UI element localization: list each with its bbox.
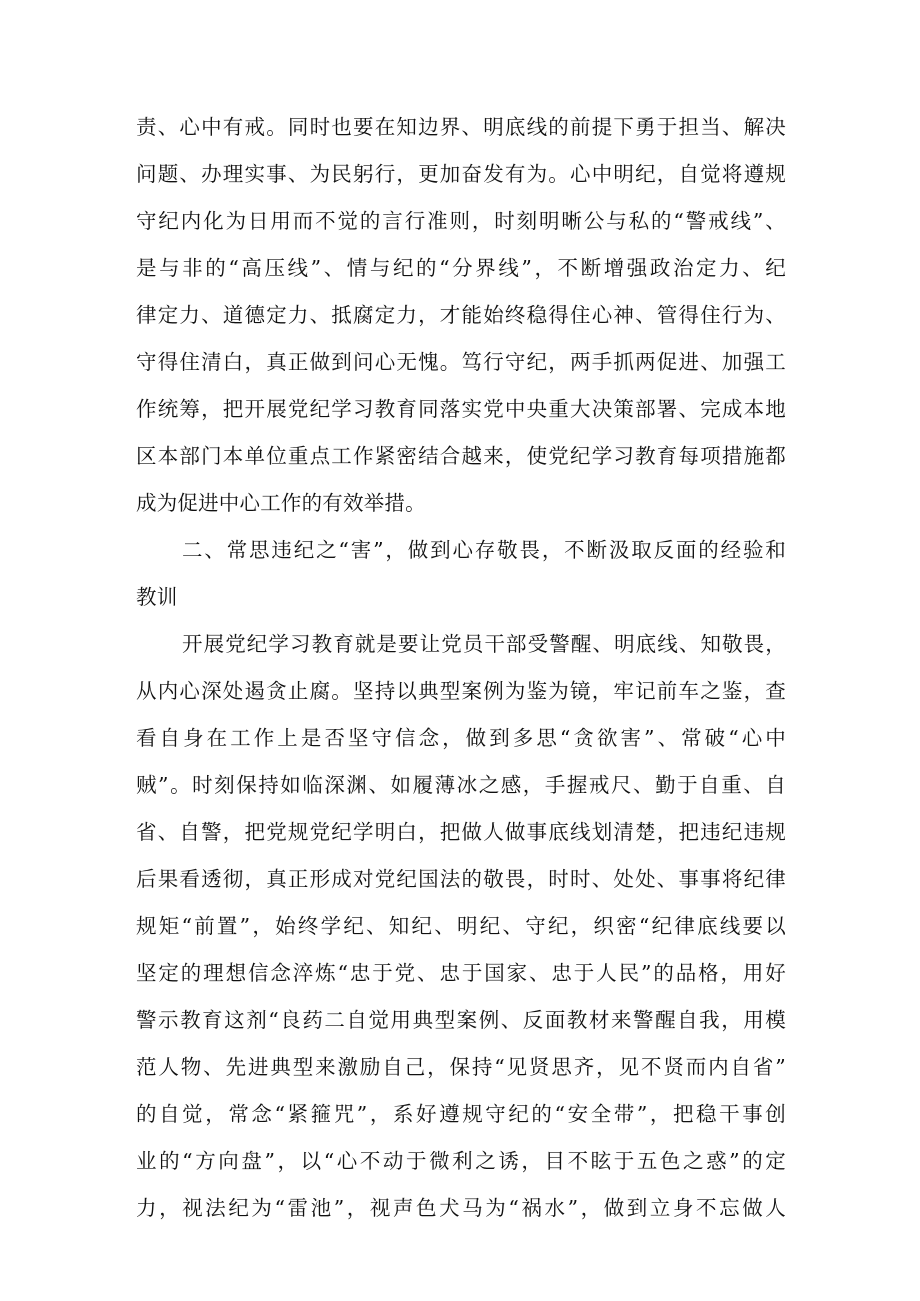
body-text-line: 看自身在工作上是否坚守信念，做到多思“贪欲害”、常破“心中 [136,726,786,750]
body-text-line: 后果看透彻，真正形成对党纪国法的敬畏，时时、处处、事事将纪律 [136,867,786,891]
body-text-line: 责、心中有戒。同时也要在知边界、明底线的前提下勇于担当、解决 [136,115,786,139]
body-text-line: 从内心深处遏贪止腐。坚持以典型案例为鉴为镜，牢记前车之鉴，查 [136,679,786,703]
body-text-line: 规矩“前置”，始终学纪、知纪、明纪、守纪，织密“纪律底线要以 [136,914,786,938]
section-heading-line: 二、常思违纪之“害”，做到心存敬畏，不断汲取反面的经验和 [182,538,786,562]
body-text-line: 开展党纪学习教育就是要让党员干部受警醒、明底线、知敬畏， [182,632,786,656]
body-text-line: 坚定的理想信念淬炼“忠于党、忠于国家、忠于人民”的品格，用好 [136,961,786,985]
body-text-line: 是与非的“高压线”、情与纪的“分界线”，不断增强政治定力、纪 [136,256,786,280]
section-heading-line: 教训 [136,585,178,609]
body-text-line: 问题、办理实事、为民躬行，更加奋发有为。心中明纪，自觉将遵规 [136,162,786,186]
body-text-line: 守纪内化为日用而不觉的言行准则，时刻明晰公与私的“警戒线”、 [136,209,786,233]
body-text-line: 成为促进中心工作的有效举措。 [136,491,426,515]
body-text-line: 守得住清白，真正做到问心无愧。笃行守纪，两手抓两促进、加强工 [136,350,786,374]
body-text-line: 的自觉，常念“紧箍咒”，系好遵规守纪的“安全带”，把稳干事创 [136,1102,786,1126]
body-text-line: 律定力、道德定力、抵腐定力，才能始终稳得住心神、管得住行为、 [136,303,786,327]
body-text-line: 作统筹，把开展党纪学习教育同落实党中央重大决策部署、完成本地 [136,397,786,421]
body-text-line: 区本部门本单位重点工作紧密结合越来，使党纪学习教育每项措施都 [136,444,786,468]
body-text-line: 贼”。时刻保持如临深渊、如履薄冰之感，手握戒尺、勤于自重、自 [136,773,786,797]
body-text-line: 力，视法纪为“雷池”，视声色犬马为“祸水”，做到立身不忘做人 [136,1196,786,1220]
body-text-line: 警示教育这剂“良药二自觉用典型案例、反面教材来警醒自我，用模 [136,1008,786,1032]
body-text-line: 范人物、先进典型来激励自己，保持“见贤思齐，见不贤而内自省” [136,1055,786,1079]
body-text-line: 业的“方向盘”，以“心不动于微利之诱，目不眩于五色之惑”的定 [136,1149,786,1173]
body-text-line: 省、自警，把党规党纪学明白，把做人做事底线划清楚，把违纪违规 [136,820,786,844]
